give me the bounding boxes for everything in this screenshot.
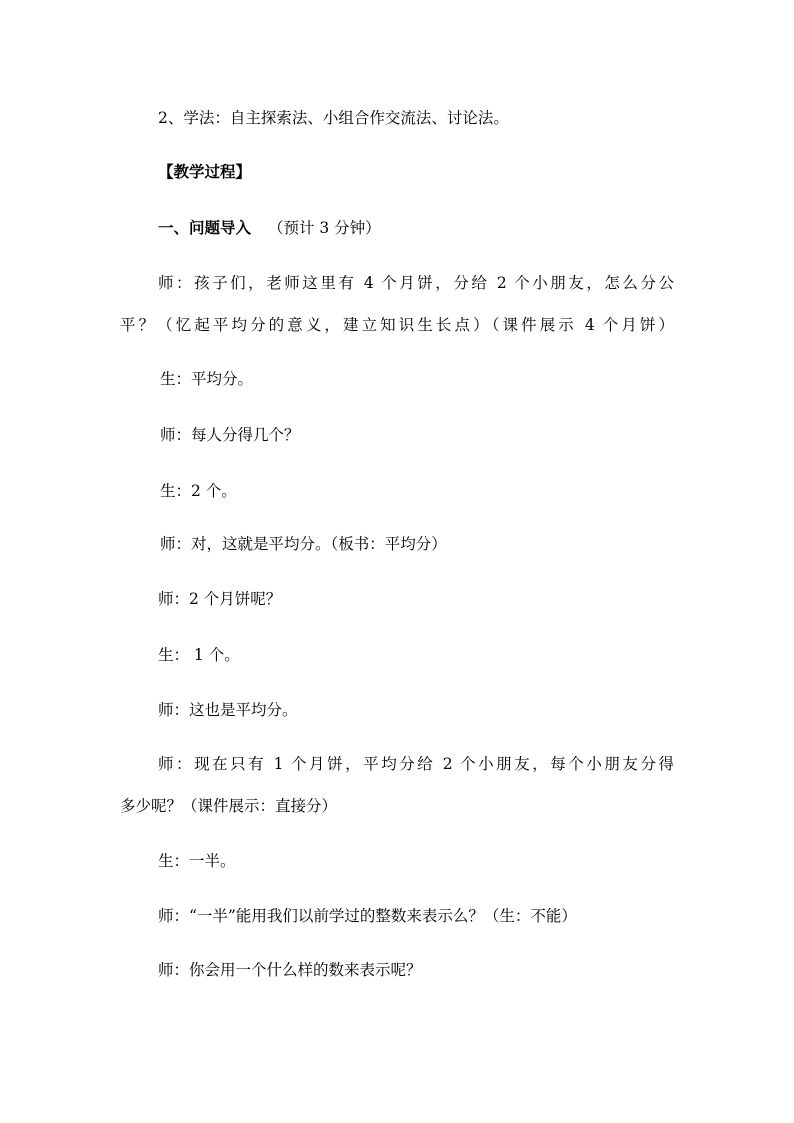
dialogue-teacher-line-1b: 平？（忆起平均分的意义，建立知识生长点）（课件展示 4 个月饼） — [120, 316, 674, 334]
dialogue-student-line-1: 生：平均分。 — [160, 370, 254, 388]
dialogue-teacher-line-1a: 师：孩子们，老师这里有 4 个月饼，分给 2 个小朋友，怎么分公 — [158, 274, 674, 292]
dialogue-teacher-line-8: 师：你会用一个什么样的数来表示呢？ — [158, 961, 422, 979]
dialogue-student-line-4: 生：一半。 — [158, 852, 236, 870]
subsection-heading-question-intro — [158, 218, 381, 238]
dialogue-teacher-line-7: 师：“一半”能用我们以前学过的整数来表示么？（生：不能） — [158, 907, 577, 925]
dialogue-teacher-line-6a: 师：现在只有 1 个月饼，平均分给 2 个小朋友，每个小朋友分得 — [158, 755, 674, 773]
time-estimate-note: （预计 3 分钟） — [267, 219, 381, 237]
dialogue-student-line-2: 生：2 个。 — [160, 482, 237, 500]
dialogue-teacher-line-5: 师：这也是平均分。 — [158, 701, 298, 719]
dialogue-teacher-line-6b: 多少呢？（课件展示：直接分） — [120, 797, 338, 815]
paragraph-study-methods: 2、学法：自主探索法、小组合作交流法、讨论法。 — [158, 109, 509, 127]
dialogue-teacher-line-3: 师：对，这就是平均分。（板书：平均分） — [160, 535, 447, 553]
dialogue-teacher-line-4: 师：2 个月饼呢？ — [158, 590, 282, 608]
dialogue-student-line-3: 生： 1 个。 — [158, 646, 240, 664]
dialogue-teacher-line-2: 师：每人分得几个？ — [160, 426, 300, 444]
section-heading-teaching-process: 【教学过程】 — [158, 162, 252, 181]
subsection-heading-text: 一、问题导入 — [158, 218, 252, 237]
